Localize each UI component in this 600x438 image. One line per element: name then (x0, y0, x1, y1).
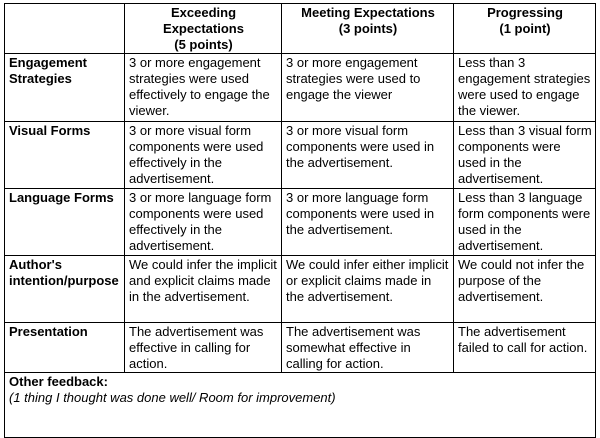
cell-exceeding: 3 or more language form components were used effectively in the advertisement. (125, 189, 282, 256)
rubric-table (4, 3, 596, 438)
header-exceeding-title: Exceeding Expectations (163, 5, 244, 36)
feedback-title: Other feedback: (9, 374, 108, 389)
criterion-authors-intention: Author's intention/purpose (5, 256, 125, 323)
table-row (5, 256, 596, 323)
feedback-row (5, 373, 596, 438)
table-row (5, 54, 596, 122)
feedback-note: (1 thing I thought was done well/ Room for improvement) (9, 390, 336, 405)
criterion-presentation: Presentation (5, 323, 125, 373)
cell-exceeding: 3 or more engagement strategies were used effectively to engage the viewer. (125, 54, 282, 122)
cell-progressing: Less than 3 engagement strategies were used to engage the viewer. (454, 54, 596, 122)
header-progressing-title: Progressing (487, 5, 563, 20)
cell-meeting: 3 or more visual form components were used in the advertisement. (282, 122, 454, 189)
corner-cell (5, 4, 125, 54)
cell-exceeding: We could infer the implicit and explicit claims made in the advertisement. (125, 256, 282, 323)
header-progressing (454, 4, 596, 54)
cell-meeting: We could infer either implicit or explicit claims made in the advertisement. (282, 256, 454, 323)
cell-exceeding: The advertisement was effective in calling for action. (125, 323, 282, 373)
table-row (5, 122, 596, 189)
cell-exceeding: 3 or more visual form components were used effectively in the advertisement. (125, 122, 282, 189)
criterion-engagement: Engagement Strategies (5, 54, 125, 122)
criterion-visual-forms: Visual Forms (5, 122, 125, 189)
cell-meeting: The advertisement was somewhat effective in calling for action. (282, 323, 454, 373)
header-meeting (282, 4, 454, 54)
header-exceeding-points: (5 points) (174, 37, 233, 52)
header-meeting-title: Meeting Expectations (301, 5, 435, 20)
cell-progressing: The advertisement failed to call for action. (454, 323, 596, 373)
header-meeting-points: (3 points) (338, 21, 398, 36)
table-row (5, 189, 596, 256)
cell-meeting: 3 or more engagement strategies were used to engage the viewer (282, 54, 454, 122)
cell-meeting: 3 or more language form components were used in the advertisement. (282, 189, 454, 256)
cell-progressing: We could not infer the purpose of the advertisement. (454, 256, 596, 323)
header-progressing-points: (1 point) (499, 21, 551, 36)
cell-progressing: Less than 3 visual form components were used in the advertisement. (454, 122, 596, 189)
table-row (5, 323, 596, 373)
cell-progressing: Less than 3 language form components were used in the advertisement. (454, 189, 596, 256)
header-exceeding (125, 4, 282, 54)
criterion-language-forms: Language Forms (5, 189, 125, 256)
feedback-cell[interactable] (5, 373, 596, 438)
header-row (5, 4, 596, 54)
